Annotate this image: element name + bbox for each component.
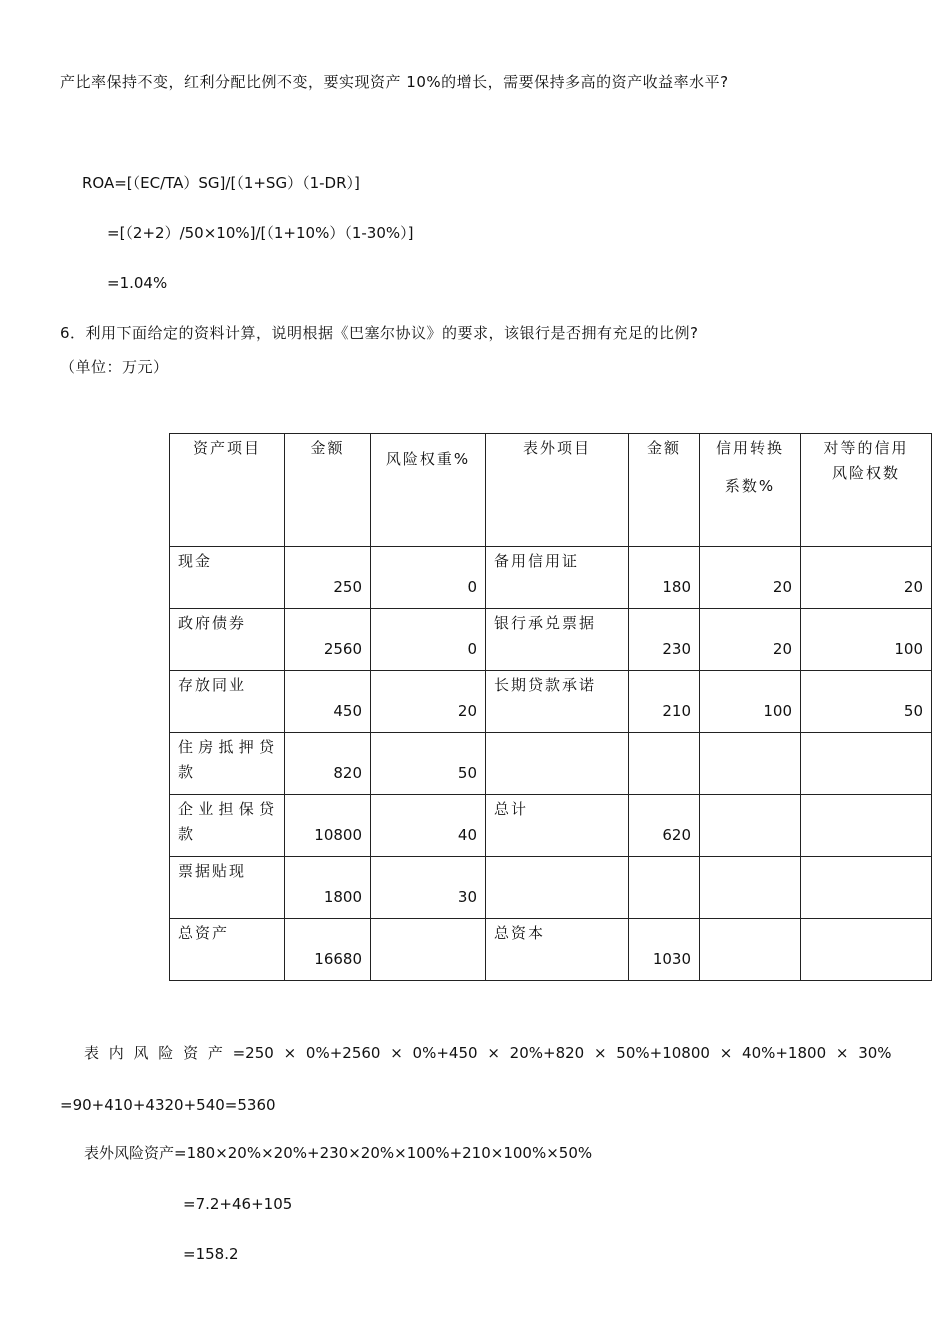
header-ccf [700,434,801,547]
intro-line: 产比率保持不变，红利分配比例不变，要实现资产 10%的增长，需要保持多高的资产收益率水平? [60,73,729,91]
offbs-risk-assets-line2: =7.2+46+105 [183,1195,293,1213]
header-equiv-line1: 对等的信用 [823,439,909,457]
table-row [170,671,932,733]
offbs-name: 长期贷款承诺 [486,671,629,733]
asset-name [170,795,285,857]
asset-name: 票据贴现 [170,857,285,919]
equiv-weight-value [801,795,932,857]
offbs-amount: 1030 [629,919,700,981]
roa-result: =1.04% [107,274,168,292]
unit-note: （单位：万元） [60,358,169,376]
offbs-risk-assets-line1: 表外风险资产=180×20%×20%+230×20%×100%+210×100%×50% [84,1144,593,1162]
offbs-amount [629,733,700,795]
header-ccf-line2: 系数% [724,477,776,495]
offbs-name [486,857,629,919]
asset-name: 总资产 [170,919,285,981]
risk-weight: 0 [371,547,486,609]
offbs-amount: 620 [629,795,700,857]
offbs-amount: 230 [629,609,700,671]
risk-weight: 0 [371,609,486,671]
ccf-value: 20 [700,609,801,671]
header-asset-item: 资产项目 [170,434,285,547]
ccf-value [700,919,801,981]
onbs-risk-assets-line1: 表 内 风 险 资 产 =250 × 0%+2560 × 0%+450 × 20%+820 × 50%+10800 × 40%+1800 × 30% [84,1044,892,1062]
offbs-name [486,733,629,795]
question-6: 6．利用下面给定的资料计算，说明根据《巴塞尔协议》的要求，该银行是否拥有充足的比例? [60,324,699,342]
asset-amount: 1800 [285,857,371,919]
asset-name-line2: 款 [178,825,196,843]
roa-substitution: =[（2+2）/50×10%]/[（1+10%）（1-30%）] [107,224,414,242]
asset-amount: 450 [285,671,371,733]
header-amount: 金额 [285,434,371,547]
asset-name [170,733,285,795]
offbs-name: 总资本 [486,919,629,981]
table-row [170,609,932,671]
asset-name: 政府债券 [170,609,285,671]
table-row [170,733,932,795]
asset-name-line1: 住房抵押贷 [178,738,276,756]
header-equiv-weight [801,434,932,547]
offbs-name: 总计 [486,795,629,857]
roa-formula: ROA=[（EC/TA）SG]/[（1+SG）（1-DR）] [82,174,360,192]
table-row [170,857,932,919]
equiv-weight-value [801,733,932,795]
ccf-value [700,795,801,857]
asset-amount: 2560 [285,609,371,671]
table-row [170,547,932,609]
onbs-risk-assets-line2: =90+410+4320+540=5360 [60,1096,276,1114]
asset-amount: 250 [285,547,371,609]
asset-amount: 10800 [285,795,371,857]
offbs-name: 银行承兑票据 [486,609,629,671]
offbs-name: 备用信用证 [486,547,629,609]
offbs-amount: 180 [629,547,700,609]
asset-amount: 820 [285,733,371,795]
asset-name: 存放同业 [170,671,285,733]
risk-weight [371,919,486,981]
risk-weight: 50 [371,733,486,795]
table-row [170,919,932,981]
ccf-value: 20 [700,547,801,609]
equiv-weight-value: 50 [801,671,932,733]
offbs-amount: 210 [629,671,700,733]
asset-name-line2: 款 [178,763,196,781]
header-risk-weight: 风险权重% [371,434,486,547]
asset-name: 现金 [170,547,285,609]
header-offbs-item: 表外项目 [486,434,629,547]
offbs-amount [629,857,700,919]
header-ccf-line1: 信用转换 [715,439,784,457]
equiv-weight-value: 20 [801,547,932,609]
header-amount-2: 金额 [629,434,700,547]
ccf-value [700,733,801,795]
risk-weight: 20 [371,671,486,733]
ccf-value [700,857,801,919]
table-row [170,795,932,857]
capital-adequacy-table [169,433,932,981]
table-header-row [170,434,932,547]
equiv-weight-value: 100 [801,609,932,671]
header-equiv-line2: 风险权数 [831,464,900,482]
asset-name-line1: 企业担保贷 [178,800,276,818]
risk-weight: 30 [371,857,486,919]
asset-amount: 16680 [285,919,371,981]
equiv-weight-value [801,919,932,981]
ccf-value: 100 [700,671,801,733]
risk-weight: 40 [371,795,486,857]
equiv-weight-value [801,857,932,919]
offbs-risk-assets-line3: =158.2 [183,1245,239,1263]
